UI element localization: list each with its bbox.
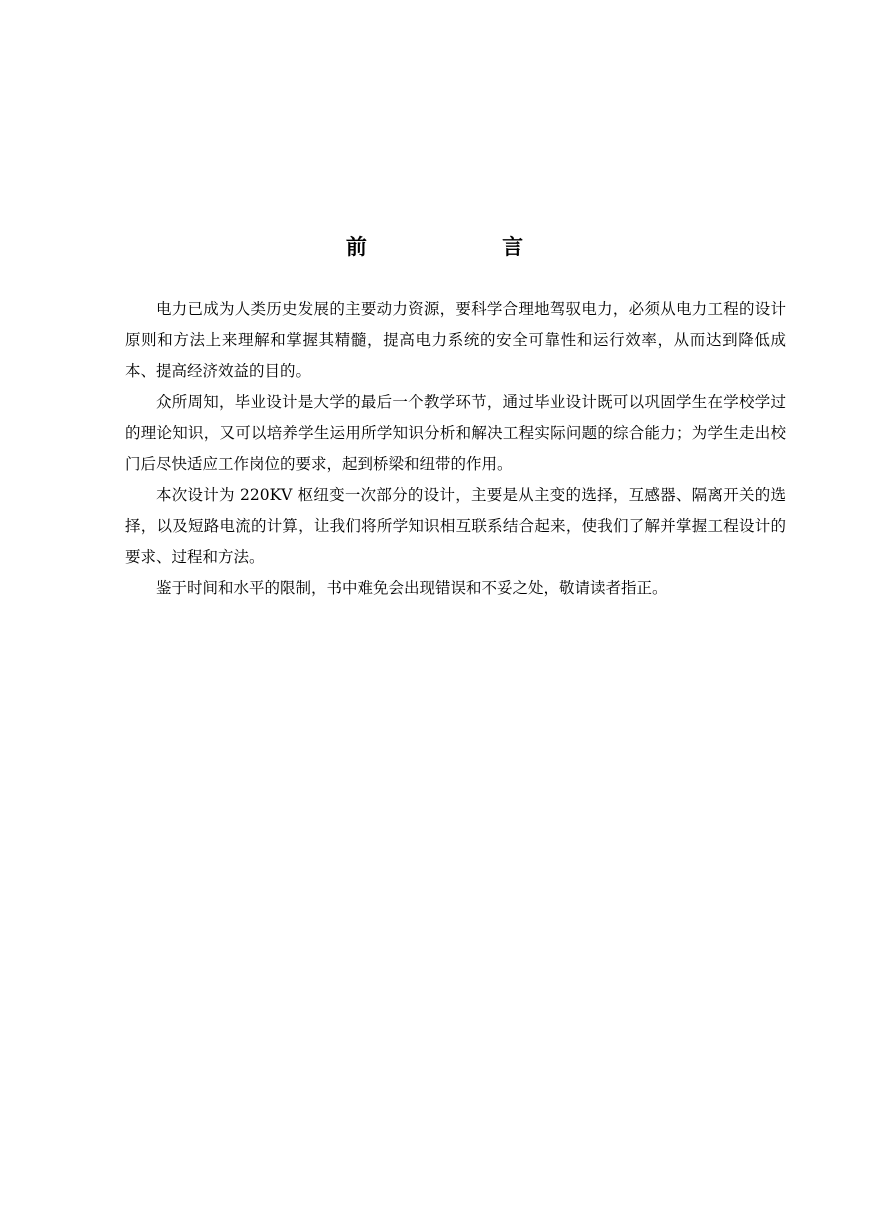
paragraph-2: 众所周知，毕业设计是大学的最后一个教学环节，通过毕业设计既可以巩固学生在学校学过的理论知识，又可以培养学生运用所学知识分析和解决工程实际问题的综合能力；为学生走出校门后尽快适应工作岗位的要求，起到桥梁和纽带的作用。	[125, 393, 786, 473]
paragraph-3: 本次设计为 220KV 枢纽变一次部分的设计，主要是从主变的选择，互感器、隔离开关的选择，以及短路电流的计算，让我们将所学知识相互联系结合起来，使我们了解并掌握工程设计的要求、过程和方法。	[125, 486, 786, 566]
paragraph-4: 鉴于时间和水平的限制，书中难免会出现错误和不妥之处，敬请读者指正。	[156, 579, 668, 597]
body-text	[125, 294, 786, 604]
page-title: 前 言	[345, 234, 588, 259]
paragraph-1: 电力已成为人类历史发展的主要动力资源，要科学合理地驾驭电力，必须从电力工程的设计原则和方法上来理解和掌握其精髓，提高电力系统的安全可靠性和运行效率，从而达到降低成本、提高经济效益的目的。	[125, 300, 786, 380]
